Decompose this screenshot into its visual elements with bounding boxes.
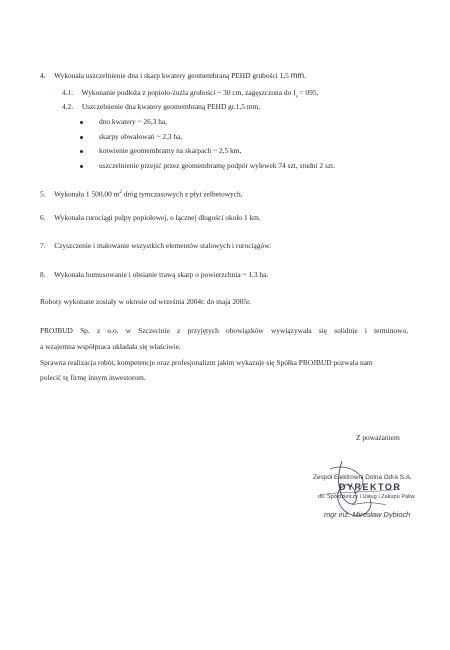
section-6-text: Wykonała rurociągi pulpy popiołowej, o łącznej długości około 1 km. <box>54 213 261 222</box>
bullet-marker <box>80 121 83 124</box>
section-5-tail: dróg tymczasowych z płyt żelbetowych, <box>121 189 243 199</box>
bullet-item: kotwienie geomembramy na skarpach ~ 2,5 km, <box>99 146 242 155</box>
section-4-1-text: Wykonanie podłoża z popioło-żużla grubości ~ 30 cm, zagęszczona do I <box>81 88 296 97</box>
section-4-1-line <box>62 88 318 101</box>
section-8-text: Wykonała humusowanie i obsianie trawą skarp o powierzchnia ~ 1,3 ha. <box>54 270 269 279</box>
paragraph-1-line-1: PROJBUD Sp. z o.o. w Szczecinie z przyjętych obowiązków wywiązywała się solidnie i terminowo, <box>40 326 408 335</box>
stamp-role: ds. Spółdzielczy i Usług i Zakupu Paliw <box>318 494 415 500</box>
section-4-1-tail: = 095, <box>297 88 319 97</box>
section-6-line <box>40 213 261 222</box>
paragraph-1-line-2: a wzajemna współpraca układała się właściwie. <box>40 342 181 351</box>
bullet-item: dno kwatery ~ 26,3 ha, <box>99 117 168 126</box>
stamp-organization: Zespół Elektrowni Dolna Odra S.A. <box>313 474 412 481</box>
section-8-number: 8. <box>40 270 46 279</box>
paragraph-2-line-2: polecić tę firmę innym inwestorom. <box>40 373 146 382</box>
section-4-1-number: 4.1. <box>62 88 74 97</box>
bullet-marker <box>80 165 83 168</box>
bullet-item: skarpy obwałowań ~ 2,3 ha, <box>99 132 183 141</box>
bullet-marker <box>80 136 83 139</box>
section-8-line <box>40 270 268 279</box>
period-statement: Roboty wykonane zostały w okresie od września 2004r. do maja 2005r. <box>40 297 252 306</box>
section-4-2-number: 4.2. <box>62 102 74 111</box>
section-4-2-text: Uszczelnienie dna kwatery geomembraną PEHD gr.1,5 mm, <box>81 102 261 111</box>
stamp-title: DYREKTOR <box>339 482 402 492</box>
section-5-text: Wykonała 1 500,00 m <box>54 189 120 199</box>
section-5-line <box>40 188 243 198</box>
section-4-2-line <box>62 102 260 111</box>
section-4-unit: mm. <box>290 71 307 80</box>
section-7-text: Czyszczenie i malowanie wszystkich elementów stalowych i rurociągów. <box>54 241 271 250</box>
section-4-text: Wykonała uszczelnienie dna i skarp kwatery geomembraną PEHD grubości 1,5 <box>54 71 291 80</box>
section-4-number: 4. <box>40 71 46 80</box>
bullet-item: uszczelnienie przejść przez geomembramę podpór wylewek 74 szt, studni 2 szt. <box>99 161 336 170</box>
section-4-line <box>40 71 306 80</box>
paragraph-2-line-1: Sprawna realizacja robót, kompetencje oraz profesjonalizm jakim wykazuje się Spółka PROJBUD pozwala nam <box>40 358 373 367</box>
stamp-name: mgr inż. Mirosław Dybioch <box>324 510 411 519</box>
section-4-1-subscript: s <box>295 94 298 100</box>
closing-salutation: Z poważaniem <box>356 433 400 442</box>
section-6-number: 6. <box>40 213 46 222</box>
section-5-number: 5. <box>40 189 46 199</box>
section-5-superscript: 2 <box>119 190 122 195</box>
bullet-marker <box>80 150 83 153</box>
section-7-line <box>40 241 271 250</box>
section-7-number: 7. <box>40 241 46 250</box>
